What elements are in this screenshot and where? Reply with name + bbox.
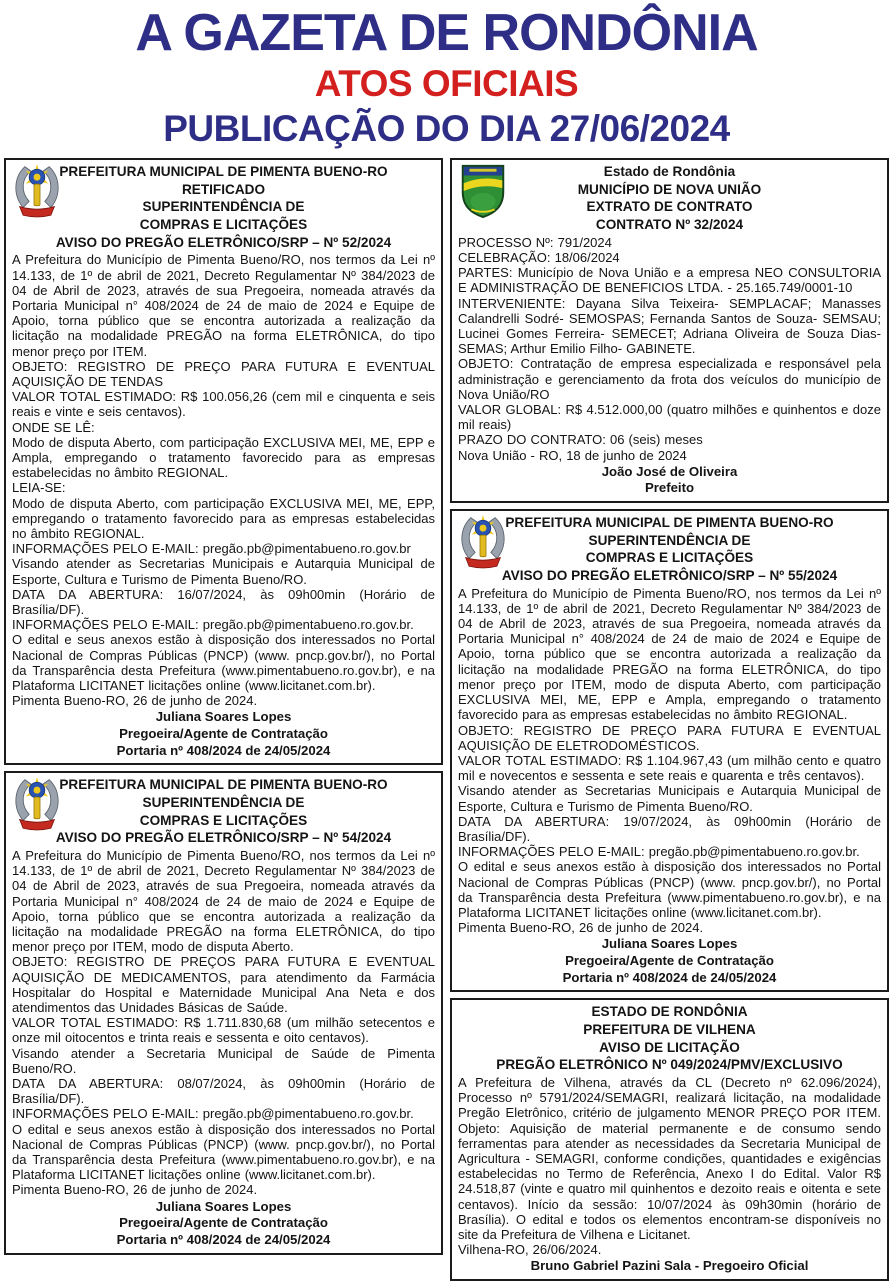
notice-body (12, 848, 435, 1198)
notice-header (12, 163, 435, 251)
notice-paragraph: DATA DA ABERTURA: 16/07/2024, às 09h00min (Horário de Brasília/DF). (12, 586, 435, 618)
notice-paragraph: A Prefeitura do Município de Pimenta Bueno/RO, nos termos da Lei nº 14.133, de 1º de abril de 2021, Decreto Regulamentar Nº 384/2023 de 04 de Abril de 2023, através de sua Pregoeira, nomeada através da Portaria Municipal n° 408/2024 de 24 de maio de 2024 e Equipe de Apoio, torna público que se encontra autorizada a realização da licitação na modalidade PREGÃO na forma ELETRÔNICA, do tipo menor preço por ITEM, modo de disputa Aberto. (12, 848, 435, 955)
notice-paragraph: VALOR GLOBAL: R$ 4.512.000,00 (quatro milhões e quinhentos e doze mil reais) (458, 401, 881, 433)
notice-body (458, 235, 881, 463)
notice-paragraph: OBJETO: REGISTRO DE PREÇO PARA FUTURA E EVENTUAL AQUISIÇÃO DE ELETRODOMÉSTICOS. (458, 722, 881, 753)
notice-header-line: SUPERINTENDÊNCIA DE (588, 532, 751, 548)
notice-paragraph: Modo de disputa Aberto, com participação EXCLUSIVA MEI, ME, EPP, empregando o tratamento favorecido para as empresas estabelecidas no âmbito REGIONAL. (12, 495, 435, 542)
notice-header-line: COMPRAS E LICITAÇÕES (139, 217, 308, 233)
notice-paragraph: Pimenta Bueno-RO, 26 de junho de 2024. (12, 1182, 258, 1198)
notice-header-line: AVISO DO PREGÃO ELETRÔNICO/SRP – Nº 52/2024 (55, 234, 392, 250)
right-column (450, 158, 889, 1281)
notice-header (458, 163, 881, 234)
signature-line: Pregoeira/Agente de Contratação (565, 952, 774, 968)
signature-line: Pregoeira/Agente de Contratação (119, 1215, 328, 1231)
notice-paragraph: Vilhena-RO, 26/06/2024. (458, 1242, 602, 1258)
notice-paragraph: OBJETO: REGISTRO DE PREÇO PARA FUTURA E EVENTUAL AQUISIÇÃO DE TENDAS (12, 358, 435, 389)
notice-signature (458, 1258, 881, 1275)
notice-signature (458, 464, 881, 497)
notice-header-line: AVISO DE LICITAÇÃO (599, 1039, 740, 1055)
notice-header-line: MUNICÍPIO DE NOVA UNIÃO (577, 181, 762, 197)
notice-paragraph: INFORMAÇÕES PELO E-MAIL: pregão.pb@pimentabueno.ro.gov.br. (12, 617, 414, 633)
notice-header (458, 514, 881, 585)
notice-paragraph: PRAZO DO CONTRATO: 06 (seis) meses (458, 432, 703, 448)
pimenta-bueno-crest-icon (11, 163, 63, 219)
notice-signature (12, 1199, 435, 1249)
notice-paragraph: VALOR TOTAL ESTIMADO: R$ 1.104.967,43 (um milhão cento e quatro mil e novecentos e sessenta e sete reais e quarenta e três centavos). (458, 752, 881, 784)
notice-paragraph: LEIA-SE: (12, 480, 66, 496)
notice-header-line: COMPRAS E LICITAÇÕES (585, 550, 754, 566)
notice-paragraph: Pimenta Bueno-RO, 26 de junho de 2024. (12, 693, 258, 709)
notice-paragraph: INFORMAÇÕES PELO E-MAIL: pregão.pb@pimentabueno.ro.gov.br (12, 541, 411, 557)
notice-body (12, 252, 435, 708)
signature-line: Juliana Soares Lopes (155, 709, 292, 725)
notice-paragraph: PROCESSO Nº: 791/2024 (458, 234, 612, 250)
notice-signature (458, 936, 881, 986)
notice-header-line: AVISO DO PREGÃO ELETRÔNICO/SRP – Nº 55/2024 (501, 568, 838, 583)
notice-nova-uniao-contrato-32-2024 (450, 158, 889, 503)
notice-paragraph: A Prefeitura do Município de Pimenta Bueno/RO, nos termos da Lei nº 14.133, de 1º de abril de 2021, Decreto Regulamentar Nº 384/2023 de 04 de Abril de 2023, através de sua Pregoeira, nomeada através da Portaria Municipal n° 408/2024 de 24 de maio de 2024 e Equipe de Apoio, torna público que se encontra autorizada a realização da licitação na modalidade PREGÃO na forma ELETRÔNICA, do tipo menor preço por ITEM. (12, 252, 435, 359)
notice-paragraph: O edital e seus anexos estão à disposição dos interessados no Portal Nacional de Compras Públicas (PNCP) (www. pncp.gov.br/), no Portal da Transparência desta Prefeitura (www.pimentabueno.ro.gov.br), e na Plataforma LICITANET licitações online (www.licitanet.com.br). (12, 632, 435, 694)
notice-paragraph: INFORMAÇÕES PELO E-MAIL: pregão.pb@pimentabueno.ro.gov.br. (12, 1106, 414, 1122)
notice-header-line: SUPERINTENDÊNCIA DE (142, 795, 305, 810)
notice-header (458, 1003, 881, 1074)
notice-paragraph: INTERVENIENTE: Dayana Silva Teixeira- SEMPLACAF; Manasses Calandrelli Sodré- SEMOSPAS; Fernanda Santos de Souza- SEMSAU; Lucinei Gomes Ferreira- SEMECET; Adriana Oliveira de Souza Dias- SEMAS; Arthur Emilio Filho- GABINETE. (458, 295, 881, 357)
notice-paragraph: A Prefeitura de Vilhena, através da CL (Decreto nº 62.096/2024), Processo nº 5791/2024/SEMAGRI, realizará licitação, na modalidade Pregão Eletrônico, critério de julgamento MENOR PREÇO POR ITEM. Objeto: Aquisição de material permanente e de consumo sendo ferramentas para atender as necessidades da Secretaria Municipal de Agricultura - SEMAGRI, conforme condições, quantidades e exigências estabelecidas no Termo de Referência, Anexo I do Edital. Valor R$ 24.518,87 (vinte e quatro mil quinhentos e dezoito reais e oitenta e sete centavos). Início da sessão: 10/07/2024 às 09h30min (horário de Brasília). O edital e todos os elementos encontram-se disponíveis no site da Prefeitura de Vilhena e Licitanet. (458, 1074, 881, 1242)
notice-header-line: AVISO DO PREGÃO ELETRÔNICO/SRP – Nº 54/2024 (55, 830, 392, 846)
notice-paragraph: PARTES: Município de Nova União e a empresa NEO CONSULTORIA E ADMINISTRAÇÃO DE BENEFICIOS LTDA. - 25.165.749/0001-10 (458, 265, 881, 296)
notice-header-line: PREFEITURA MUNICIPAL DE PIMENTA BUENO-RO (59, 164, 388, 179)
notice-body (458, 586, 881, 936)
notice-vilhena-pregao-049-2024 (450, 998, 889, 1281)
signature-line: Juliana Soares Lopes (155, 1198, 292, 1214)
notice-header-line: ESTADO DE RONDÔNIA (591, 1004, 748, 1020)
notice-header-line: PREFEITURA MUNICIPAL DE PIMENTA BUENO-RO (59, 777, 388, 793)
notice-header-line: SUPERINTENDÊNCIA DE (142, 199, 305, 215)
masthead-title: A GAZETA DE RONDÔNIA (135, 4, 758, 62)
notice-header-line: EXTRATO DE CONTRATO (586, 199, 753, 215)
notice-pimenta-bueno-srp-52-2024 (4, 158, 443, 765)
notice-paragraph: DATA DA ABERTURA: 08/07/2024, às 09h00min (Horário de Brasília/DF). (12, 1076, 435, 1107)
notice-header-line: RETIFICADO (181, 181, 266, 197)
signature-line: Pregoeira/Agente de Contratação (119, 726, 328, 742)
notice-paragraph: INFORMAÇÕES PELO E-MAIL: pregão.pb@pimentabueno.ro.gov.br. (458, 844, 860, 860)
notice-paragraph: O edital e seus anexos estão à disposição dos interessados no Portal Nacional de Compras Públicas (PNCP) (www. pncp.gov.br/), no Portal da Transparência desta Prefeitura (www.pimentabueno.ro.gov.br), e na Plataforma LICITANET licitações online (www.licitanet.com.br). (458, 859, 881, 920)
notice-paragraph: OBJETO: REGISTRO DE PREÇOS PARA FUTURA E EVENTUAL AQUISIÇÃO DE MEDICAMENTOS, para atendimento da Farmácia Hospitalar do Hospital e Maternidade Municipal Ana Neta e dos atendimentos das Unidades Básicas de Saúde. (12, 954, 435, 1016)
notice-paragraph: Visando atender as Secretarias Municipais e Autarquia Municipal de Esporte, Cultura e Turismo de Pimenta Bueno/RO. (12, 556, 435, 587)
notice-header-line: PREFEITURA MUNICIPAL DE PIMENTA BUENO-RO (505, 514, 834, 530)
notice-paragraph: O edital e seus anexos estão à disposição dos interessados no Portal Nacional de Compras Públicas (PNCP) (www. pncp.gov.br/), no Portal da Transparência desta Prefeitura (www.pimentabueno.ro.gov.br), e na Plataforma LICITANET licitações online (www.licitanet.com.br). (12, 1121, 435, 1183)
notice-body (458, 1075, 881, 1257)
notice-pimenta-bueno-srp-55-2024 (450, 509, 889, 992)
notice-pimenta-bueno-srp-54-2024 (4, 771, 443, 1254)
masthead-publication: PUBLICAÇÃO DO DIA 27/06/2024 (163, 107, 730, 149)
notice-header-line: CONTRATO Nº 32/2024 (595, 217, 744, 233)
masthead (0, 0, 893, 158)
notices-area (0, 158, 893, 1281)
notice-paragraph: VALOR TOTAL ESTIMADO: R$ 1.711.830,68 (um milhão setecentos e onze mil oitocentos e trinta reais e sessenta e oito centavos). (12, 1015, 435, 1046)
notice-header-line: COMPRAS E LICITAÇÕES (139, 812, 308, 828)
pimenta-bueno-crest-icon (457, 514, 509, 570)
masthead-section: ATOS OFICIAIS (314, 63, 579, 105)
signature-line: Juliana Soares Lopes (601, 936, 738, 952)
signature-line: Bruno Gabriel Pazini Sala - Pregoeiro Oficial (530, 1258, 809, 1274)
signature-line: Portaria nº 408/2024 de 24/05/2024 (116, 742, 331, 758)
notice-header-line: Estado de Rondônia (603, 164, 736, 179)
notice-paragraph: DATA DA ABERTURA: 19/07/2024, às 09h00min (Horário de Brasília/DF). (458, 813, 881, 844)
notice-paragraph: Modo de disputa Aberto, com participação EXCLUSIVA MEI, ME, EPP e Ampla, empregando o tratamento favorecido para as empresas estabelecidas no âmbito REGIONAL. (12, 434, 435, 481)
signature-line: Prefeito (644, 480, 695, 496)
signature-line: João José de Oliveira (601, 463, 738, 479)
pimenta-bueno-crest-icon (11, 776, 63, 832)
notice-signature (12, 709, 435, 759)
notice-paragraph: ONDE SE LÊ: (12, 419, 95, 435)
signature-line: Portaria nº 408/2024 de 24/05/2024 (116, 1231, 331, 1247)
notice-paragraph: Visando atender a Secretaria Municipal de Saúde de Pimenta Bueno/RO. (12, 1045, 435, 1076)
notice-paragraph: Pimenta Bueno-RO, 26 de junho de 2024. (458, 920, 704, 936)
notice-header-line: PREFEITURA DE VILHENA (583, 1021, 756, 1037)
left-column (4, 158, 443, 1255)
notice-paragraph: VALOR TOTAL ESTIMADO: R$ 100.056,26 (cem mil e cinquenta e seis reais e vinte e seis centavos). (12, 389, 435, 420)
notice-paragraph: A Prefeitura do Município de Pimenta Bueno/RO, nos termos da Lei nº 14.133, de 1º de abril de 2021, Decreto Regulamentar Nº 384/2023 de 04 de Abril de 2023, através de sua Pregoeira, nomeada através da Portaria Municipal n° 408/2024 de 24 de maio de 2024 e Equipe de Apoio, torna público que se encontra autorizada a realização da licitação na modalidade PREGÃO na forma ELETRÔNICA, do tipo menor preço por ITEM, modo de disputa Aberto, com participação EXCLUSIVA MEI, ME, EPP e Ampla, empregando o tratamento favorecido para as empresas estabelecidas no âmbito REGIONAL. (458, 585, 881, 723)
notice-paragraph: OBJETO: Contratação de empresa especializada e responsável pela administração e gerenciamento da frota dos veículos do município de Nova União/RO (458, 356, 881, 402)
notice-header-line: PREGÃO ELETRÔNICO Nº 049/2024/PMV/EXCLUSIVO (496, 1057, 843, 1073)
nova-uniao-crest-icon (457, 163, 509, 219)
notice-header (12, 776, 435, 847)
signature-line: Portaria nº 408/2024 de 24/05/2024 (562, 969, 777, 985)
notice-paragraph: Visando atender as Secretarias Municipais e Autarquia Municipal de Esporte, Cultura e Turismo de Pimenta Bueno/RO. (458, 783, 881, 814)
notice-paragraph: Nova União - RO, 18 de junho de 2024 (458, 447, 687, 463)
notice-paragraph: CELEBRAÇÃO: 18/06/2024 (458, 249, 620, 265)
